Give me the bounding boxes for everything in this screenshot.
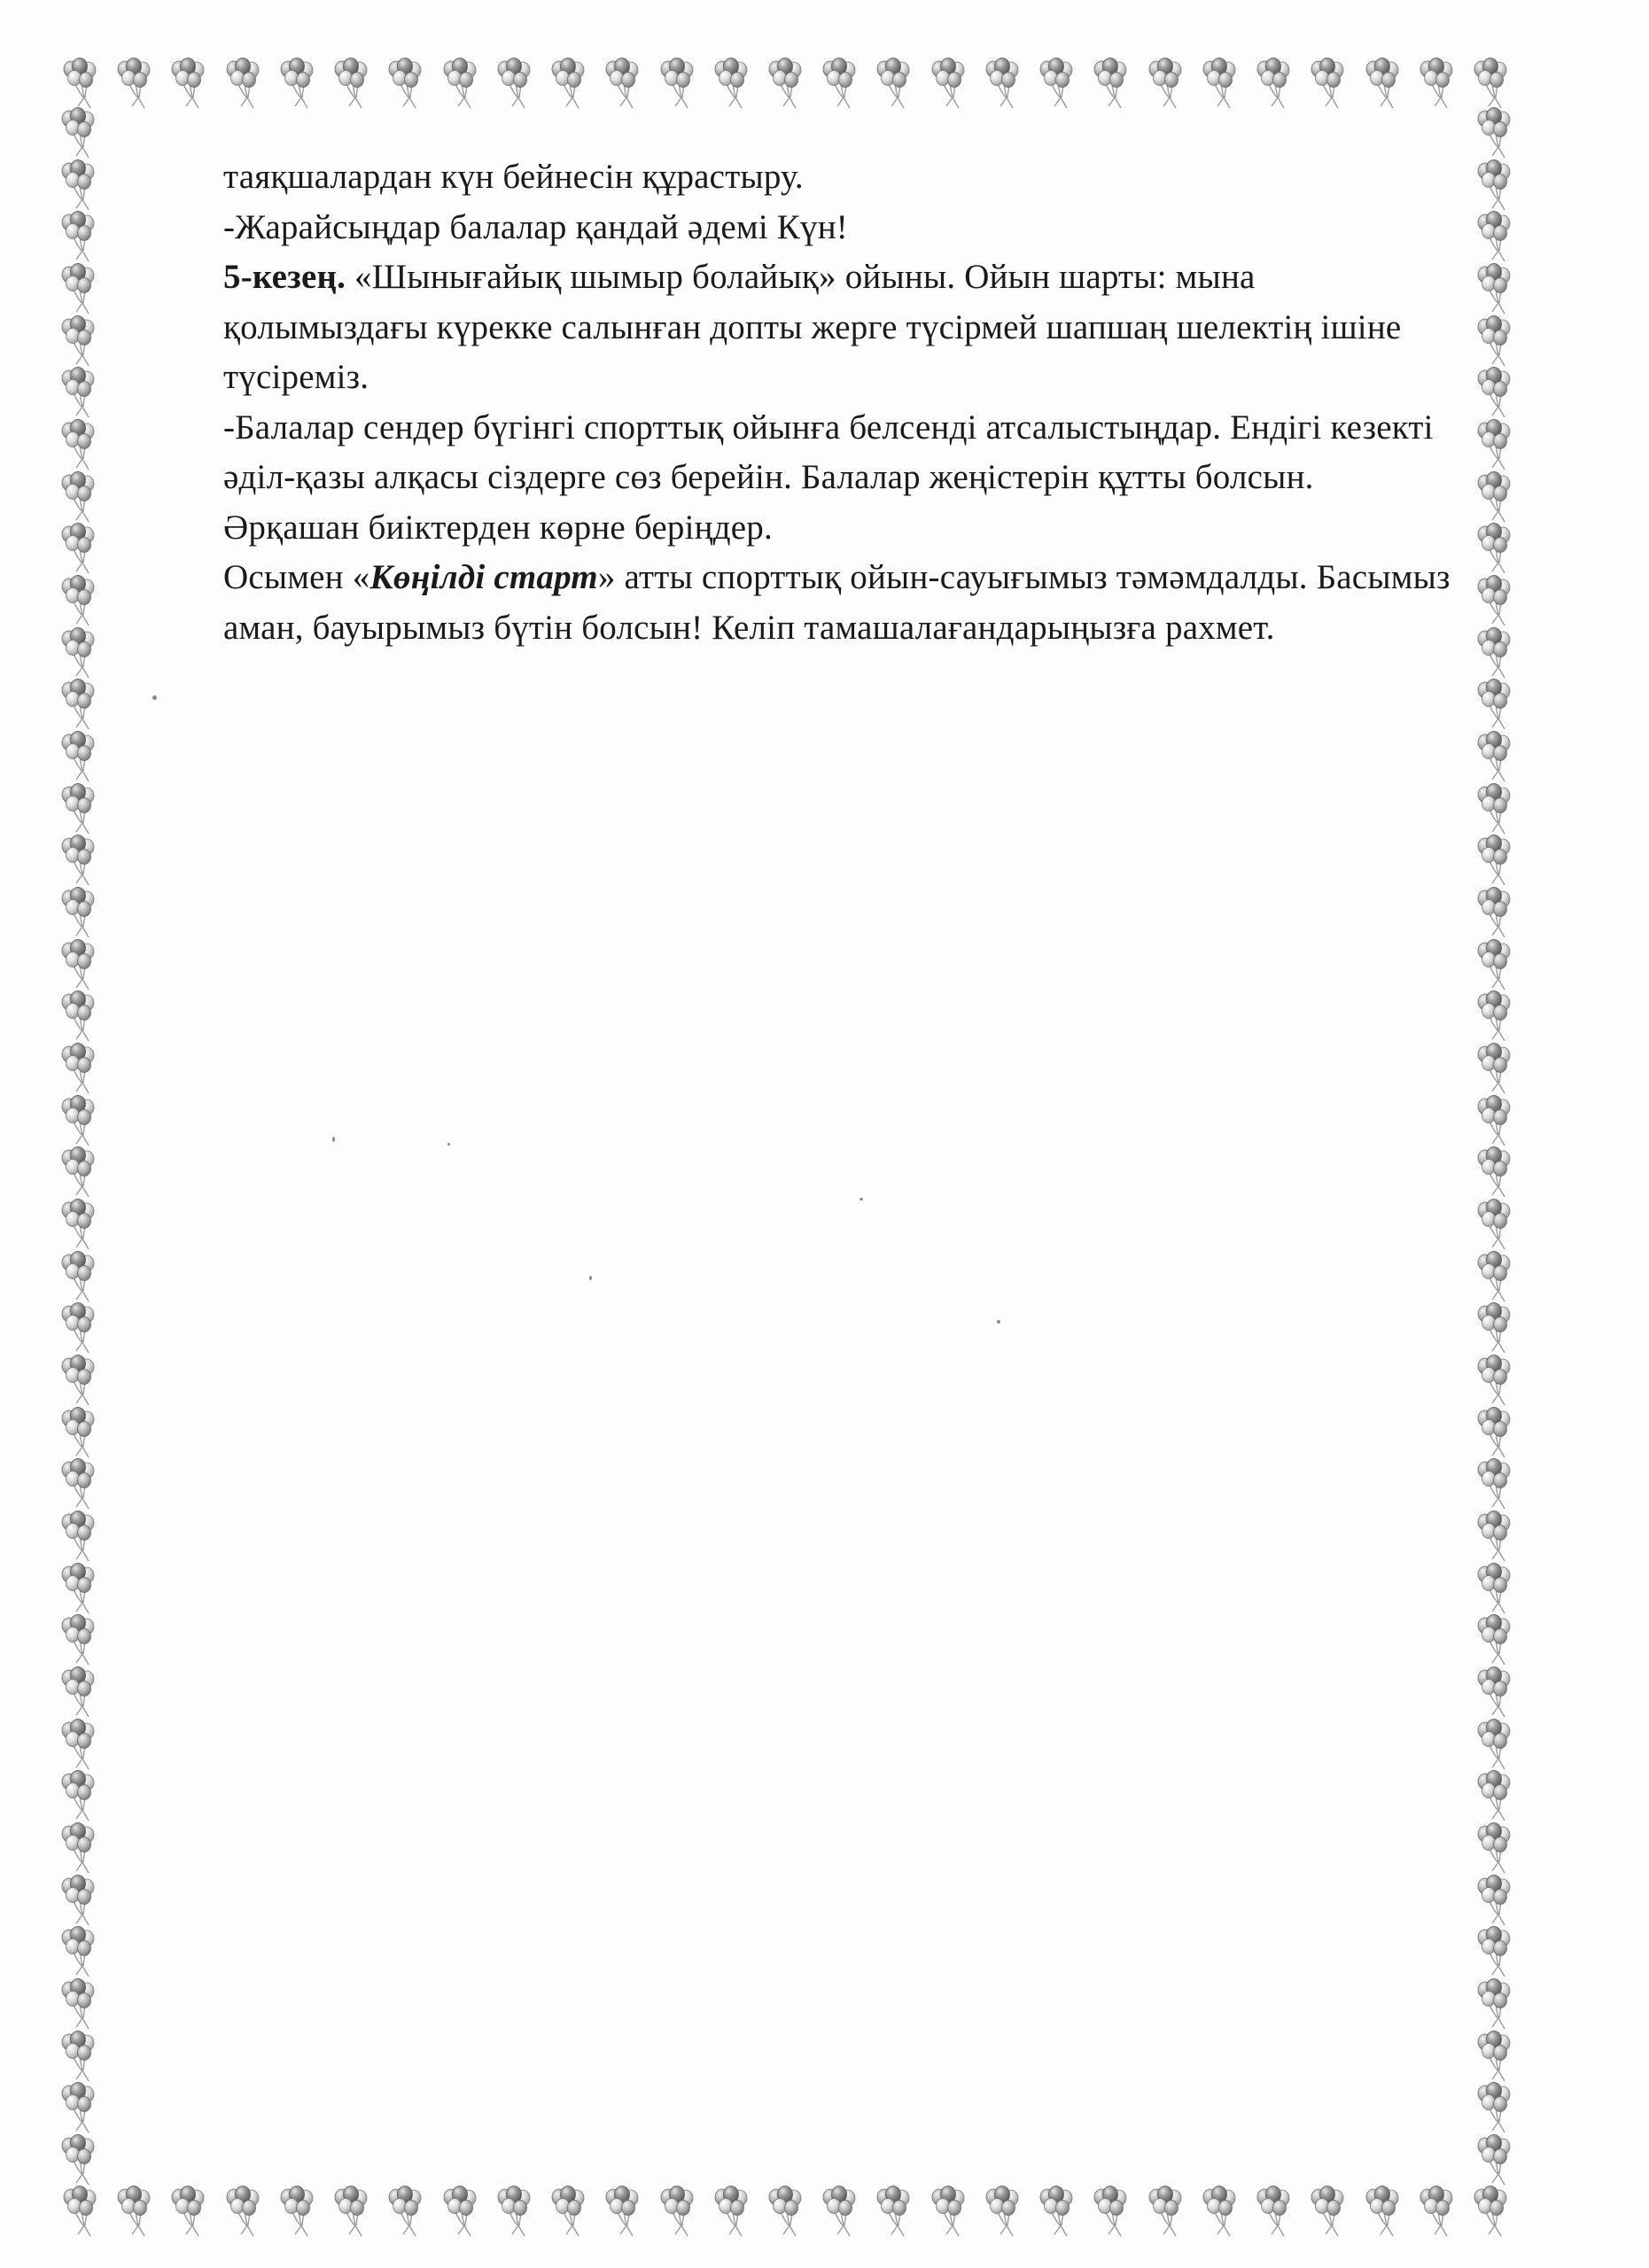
stage-label: 5-кезең. [223, 258, 346, 296]
balloon-bunch-icon [986, 58, 1018, 109]
balloon-bunch-icon [1474, 58, 1506, 109]
balloon-bunch-icon [1040, 2186, 1072, 2237]
balloon-bunch-icon [62, 1408, 94, 1458]
paragraph-5-rest: » атты спорттық ойын-сауығымыз тәмәмдалды. Басымыз аман, бауырымыз бүтін болсын! Келіп тамашалағандарыңызға рахмет. [223, 558, 1451, 647]
paragraph-3 [223, 252, 1455, 403]
balloon-bunch-icon [62, 1252, 94, 1302]
balloon-bunch-icon [1478, 991, 1510, 1042]
balloon-bunch-icon [1478, 940, 1510, 990]
balloon-bunch-icon [62, 160, 94, 211]
balloon-bunch-icon [661, 58, 693, 109]
balloon-bunch-icon [606, 58, 638, 109]
balloon-bunch-icon [1203, 58, 1235, 109]
balloon-bunch-icon [62, 1044, 94, 1094]
balloon-bunch-icon [389, 58, 421, 109]
balloon-bunch-icon [62, 1511, 94, 1562]
balloon-bunch-icon [62, 420, 94, 470]
balloon-bunch-icon [389, 2186, 421, 2237]
balloon-bunch-icon [1478, 784, 1510, 835]
scan-speck [860, 1198, 863, 1200]
paragraph-2: -Жарайсыңдар балалар қандай әдемі Күн! [223, 207, 848, 246]
balloon-bunch-icon [1478, 1096, 1510, 1146]
balloon-bunch-icon [62, 628, 94, 679]
balloon-bunch-icon [172, 2186, 204, 2237]
paragraph-1: таяқшалардан күн бейнесін құрастыру. [223, 158, 804, 196]
scan-speck [447, 1143, 450, 1146]
balloon-bunch-icon [227, 58, 259, 109]
balloon-bunch-icon [62, 991, 94, 1042]
balloon-bunch-icon [1478, 368, 1510, 418]
balloon-bunch-icon [1478, 1459, 1510, 1510]
balloon-bunch-icon [823, 58, 855, 109]
balloon-bunch-icon [62, 1720, 94, 1770]
balloon-bunch-icon [62, 108, 94, 159]
balloon-bunch-icon [1478, 888, 1510, 938]
balloon-bunch-icon [62, 576, 94, 626]
paragraph-5-lead: Осымен « [223, 558, 370, 596]
balloon-bunch-icon [62, 524, 94, 574]
balloon-bunch-icon [1478, 1720, 1510, 1770]
balloon-bunch-icon [62, 1876, 94, 1926]
balloon-bunch-icon [118, 2186, 150, 2237]
balloon-bunch-icon [62, 368, 94, 418]
balloon-bunch-icon [62, 835, 94, 886]
balloon-bunch-icon [498, 58, 530, 109]
balloon-bunch-icon [281, 2186, 313, 2237]
balloon-bunch-icon [1420, 58, 1452, 109]
balloon-bunch-icon [1478, 1147, 1510, 1198]
balloon-bunch-icon [62, 316, 94, 367]
balloon-bunch-icon [1478, 680, 1510, 730]
balloon-bunch-icon [62, 2031, 94, 2082]
document-body [223, 152, 1455, 653]
balloon-bunch-icon [62, 1564, 94, 1614]
balloon-bunch-icon [1478, 2135, 1510, 2186]
balloon-bunch-icon [823, 2186, 855, 2237]
border-right-column [1478, 108, 1510, 2186]
paragraph-5 [223, 553, 1455, 653]
border-bottom-row [64, 2186, 1506, 2237]
balloon-bunch-icon [1478, 524, 1510, 574]
balloon-bunch-icon [118, 58, 150, 109]
balloon-bunch-icon [1478, 1252, 1510, 1302]
balloon-bunch-icon [769, 58, 801, 109]
balloon-bunch-icon [62, 1615, 94, 1666]
balloon-bunch-icon [606, 2186, 638, 2237]
balloon-bunch-icon [1478, 1355, 1510, 1406]
balloon-bunch-icon [62, 2135, 94, 2186]
balloon-bunch-icon [1478, 1200, 1510, 1250]
balloon-bunch-icon [1478, 1667, 1510, 1718]
balloon-bunch-icon [1094, 58, 1126, 109]
balloon-bunch-icon [769, 2186, 801, 2237]
balloon-bunch-icon [1478, 420, 1510, 470]
balloon-bunch-icon [1478, 2083, 1510, 2133]
balloon-bunch-icon [1478, 160, 1510, 211]
balloon-bunch-icon [62, 212, 94, 262]
balloon-bunch-icon [62, 784, 94, 835]
balloon-bunch-icon [1478, 472, 1510, 523]
balloon-bunch-icon [715, 58, 747, 109]
balloon-bunch-icon [1478, 1771, 1510, 1821]
balloon-bunch-icon [444, 58, 476, 109]
balloon-bunch-icon [1478, 1303, 1510, 1354]
balloon-bunch-icon [62, 888, 94, 938]
balloon-bunch-icon [62, 1771, 94, 1821]
balloon-bunch-icon [1478, 264, 1510, 315]
border-left-column [62, 108, 94, 2186]
balloon-bunch-icon [62, 1096, 94, 1146]
balloon-bunch-icon [62, 1667, 94, 1718]
paragraph-4: -Балалар сендер бүгінгі спорттық ойынға белсенді атсалыстыңдар. Ендігі кезекті әділ-қазы алқасы сіздерге сөз берейін. Балалар жеңістерін құтты болсын. Әрқашан биіктерден көрне беріңдер. [223, 408, 1434, 547]
scan-speck [589, 1276, 592, 1280]
balloon-bunch-icon [281, 58, 313, 109]
balloon-bunch-icon [715, 2186, 747, 2237]
balloon-bunch-icon [1478, 835, 1510, 886]
balloon-bunch-icon [1203, 2186, 1235, 2237]
border-top-row [64, 58, 1506, 109]
paragraph-3-text: «Шынығайық шымыр болайық» ойыны. Ойын шарты: мына қолымыздағы күрекке салынған допты жерге түсірмей шапшаң шелектің ішіне түсіреміз. [223, 258, 1402, 396]
balloon-bunch-icon [1149, 2186, 1181, 2237]
balloon-bunch-icon [1478, 1979, 1510, 2030]
balloon-bunch-icon [1478, 108, 1510, 159]
balloon-bunch-icon [1478, 1408, 1510, 1458]
balloon-bunch-icon [1478, 1615, 1510, 1666]
balloon-bunch-icon [1149, 58, 1181, 109]
balloon-bunch-icon [62, 680, 94, 730]
balloon-bunch-icon [932, 58, 964, 109]
balloon-bunch-icon [932, 2186, 964, 2237]
balloon-bunch-icon [1478, 1823, 1510, 1874]
balloon-bunch-icon [62, 1303, 94, 1354]
balloon-bunch-icon [498, 2186, 530, 2237]
balloon-bunch-icon [62, 1927, 94, 1977]
balloon-bunch-icon [62, 264, 94, 315]
balloon-bunch-icon [1040, 58, 1072, 109]
balloon-bunch-icon [62, 940, 94, 990]
balloon-bunch-icon [1478, 316, 1510, 367]
balloon-bunch-icon [1474, 2186, 1506, 2237]
balloon-bunch-icon [62, 1979, 94, 2030]
balloon-bunch-icon [62, 472, 94, 523]
balloon-bunch-icon [64, 2186, 96, 2237]
balloon-bunch-icon [1478, 732, 1510, 782]
balloon-bunch-icon [444, 2186, 476, 2237]
balloon-bunch-icon [1366, 2186, 1398, 2237]
balloon-bunch-icon [62, 1200, 94, 1250]
balloon-bunch-icon [661, 2186, 693, 2237]
balloon-bunch-icon [1366, 58, 1398, 109]
balloon-bunch-icon [1478, 212, 1510, 262]
balloon-bunch-icon [1311, 2186, 1343, 2237]
balloon-bunch-icon [62, 1355, 94, 1406]
balloon-bunch-icon [62, 2083, 94, 2133]
balloon-bunch-icon [335, 2186, 367, 2237]
balloon-bunch-icon [62, 732, 94, 782]
balloon-bunch-icon [172, 58, 204, 109]
balloon-bunch-icon [1311, 58, 1343, 109]
balloon-bunch-icon [1478, 1564, 1510, 1614]
balloon-bunch-icon [1478, 1044, 1510, 1094]
balloon-bunch-icon [62, 1147, 94, 1198]
balloon-bunch-icon [227, 2186, 259, 2237]
balloon-bunch-icon [62, 1459, 94, 1510]
balloon-bunch-icon [1094, 2186, 1126, 2237]
balloon-bunch-icon [1478, 2031, 1510, 2082]
balloon-bunch-icon [335, 58, 367, 109]
balloon-bunch-icon [552, 58, 584, 109]
balloon-bunch-icon [1478, 576, 1510, 626]
balloon-bunch-icon [1257, 2186, 1289, 2237]
balloon-bunch-icon [1420, 2186, 1452, 2237]
balloon-bunch-icon [1257, 58, 1289, 109]
balloon-bunch-icon [1478, 628, 1510, 679]
balloon-bunch-icon [62, 1823, 94, 1874]
event-title: Көңілді старт [369, 558, 598, 596]
balloon-bunch-icon [552, 2186, 584, 2237]
balloon-bunch-icon [64, 58, 96, 109]
balloon-bunch-icon [877, 2186, 909, 2237]
scan-speck [332, 1137, 335, 1142]
balloon-bunch-icon [986, 2186, 1018, 2237]
balloon-bunch-icon [1478, 1876, 1510, 1926]
balloon-bunch-icon [1478, 1927, 1510, 1977]
scan-speck [152, 695, 157, 700]
balloon-bunch-icon [1478, 1511, 1510, 1562]
balloon-bunch-icon [877, 58, 909, 109]
scan-speck [997, 1320, 1000, 1324]
